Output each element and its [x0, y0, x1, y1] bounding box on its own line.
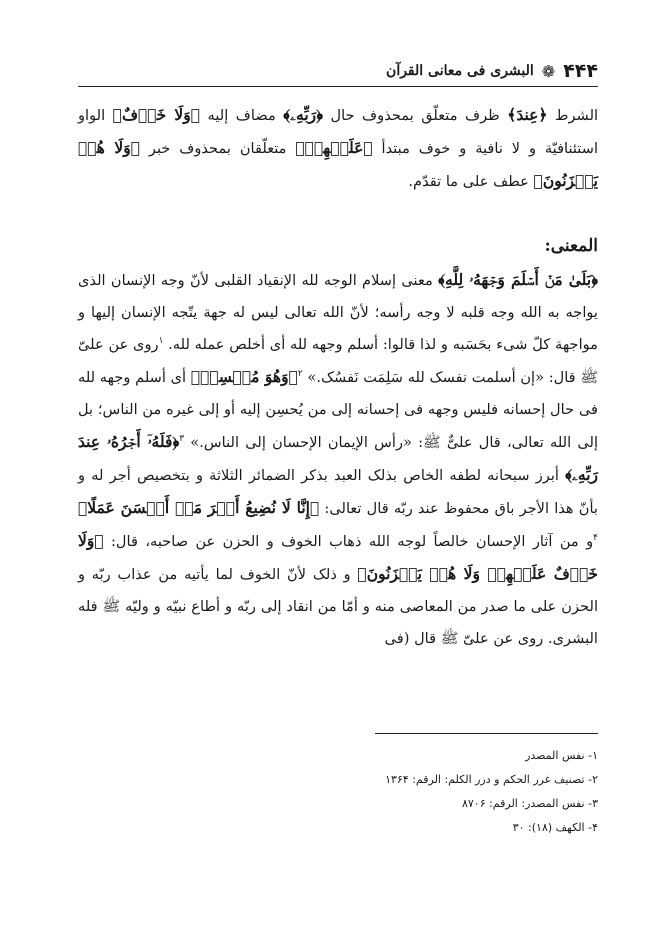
text-run: أی أسلم وجهه لله فی حال إحسانه فلیس وجهه فی إحسانه إلی من یُحسِن إلیه أو إلی غیره من الناس؛ بل إلی الله تعالی، قال علیٌّ ﷺ: «رأس الإیمان الإحسان إلی الناس.»: [78, 369, 599, 451]
grammar-paragraph: [78, 99, 598, 198]
text-run: أبرز سبحانه لطفه الخاص بذلک العبد بذکر الضمائر الثلاثة و بتخصیص أجر له و بأنّ هذا الأجر باق محفوظ عند ربّه قال تعالی:: [78, 467, 598, 517]
quran-verse: ﴿وَلَا خَوۡفٌ﴾: [112, 105, 201, 124]
quran-verse: ﴿بَلَىٰ مَنۡ أَسۡلَمَ وَجۡهَهُۥ لِلَّهِ﴾: [438, 270, 598, 289]
footnote-ref: ٢: [297, 369, 303, 380]
text-run: متعلّقان بمحذوف خبر: [148, 140, 287, 157]
quran-verse: ﴿رَبِّهِۦ﴾: [283, 105, 324, 124]
text-run: عطف علی ما تقدّم.: [408, 173, 529, 190]
footnotes: [300, 744, 598, 840]
footnote-3: ٣- نفس المصدر: الرقم: ٨٧٠۶: [461, 797, 598, 810]
text-run: و ذلک لأنّ الخوف لما یأتیه من عذاب ربّه و الحزن علی ما صدر من المعاصی منه و أمّا من انقاد إلی ربّه و أطاع نبیّه و ولیّه ﷺ فله البشری. روی عن علیّ ﷺ قال (فی: [78, 566, 598, 647]
footnote-2: ٢- تصنیف غرر الحکم و درر الکلم: الرقم: ١٣۶۴: [385, 773, 598, 786]
running-header: [78, 58, 598, 84]
quran-verse: ﴿عَلَيۡهِمۡ﴾: [295, 138, 373, 157]
footnote-ref: ٣: [179, 434, 185, 445]
footnote-divider: [375, 733, 598, 734]
quran-verse: ﴿فَلَهُۥٓ أَجۡرُهُۥ عِندَ رَبِّهِۦ﴾: [78, 432, 598, 484]
text-run: ظرف متعلّق بمحذوف حال: [330, 107, 500, 124]
text-run: روی عن علیّ ﷺ قال: «إن أسلمت نفسک لله سَلِمَت نَفسُک.»: [78, 336, 598, 386]
footnote-ref: ۴: [593, 533, 599, 544]
section-heading: المعنی:: [544, 236, 598, 256]
quran-verse: ﴿إِنَّا لَا نُضِيعُ أَجۡرَ مَنۡ أَحۡسَنَ عَمَلًا﴾: [78, 498, 320, 517]
text-run: مضاف إلیه: [207, 107, 276, 124]
quran-verse: ﴿وَلَا هُمۡ يَحۡزَنُونَ﴾: [78, 138, 598, 190]
text-run: الواو استئنافیّة و لا نافیة و خوف مبتدأ: [78, 107, 598, 157]
text-run: معنی إسلام الوجه لله الإنقیاد القلبی لأنّ وجه الإنسان الذی یواجه به الله وجه قلبه لا وجه رأسه؛ لأنّ الله تعالی لیس له جهة یتّجه الإنسان إلیها و مواجهة کلّ شیء بحَسَبه و لذا قالوا: أسلم وجهه لله أی أخلص عمله لله.: [78, 272, 598, 353]
footnote-4: ۴- الکهف (١٨): ٣٠: [512, 821, 598, 834]
text-run: و من آثار الإحسان خالصاً لوجه الله ذهاب الخوف و الحزن عن صاحبه، قال:: [111, 533, 594, 550]
quran-verse: ﴿وَهُوَ مُحۡسِنٞ﴾: [190, 367, 298, 386]
book-title: البشری فی معانی القرآن: [386, 63, 534, 79]
quran-verse: ﴿وَلَا خَوۡفٌ عَلَيۡهِمۡ وَلَا هُمۡ يَحۡزَنُونَ﴾: [78, 531, 598, 583]
flower-ornament-icon: ❁: [541, 61, 556, 81]
page-number: ۴۴۴: [563, 60, 598, 82]
text-run: الشرط: [555, 107, 599, 124]
meaning-paragraph: [78, 264, 598, 655]
quran-verse: ﴿عِندَ﴾: [507, 105, 548, 124]
footnote-ref: ١: [158, 336, 164, 347]
footnote-1: ١- نفس المصدر: [525, 749, 598, 762]
header-divider: [78, 86, 598, 87]
